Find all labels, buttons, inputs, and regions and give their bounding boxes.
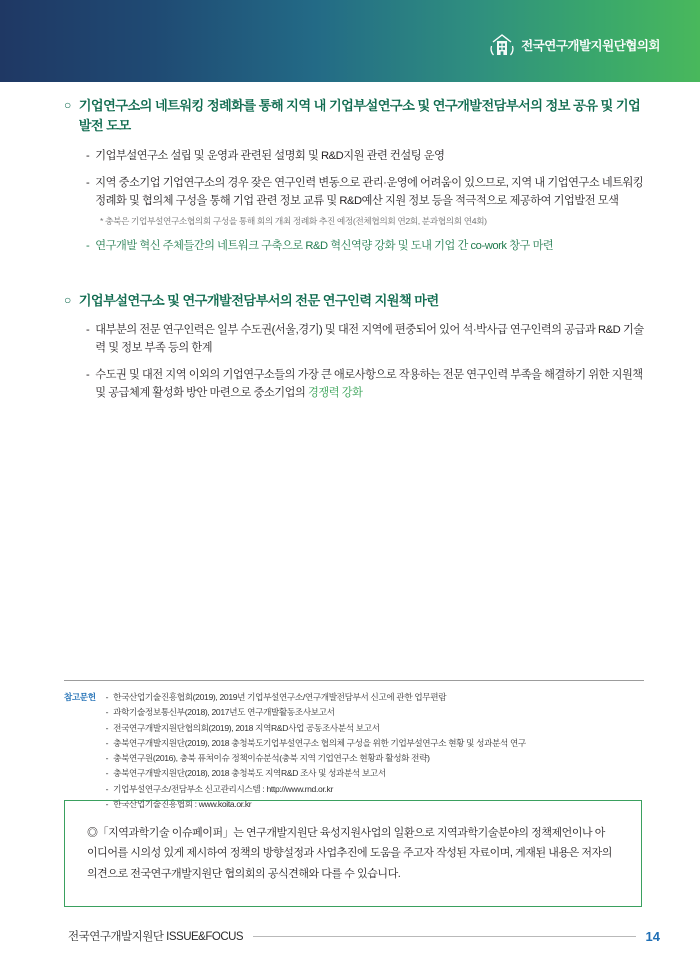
circle-bullet-icon: ○	[64, 98, 71, 112]
main-content	[64, 96, 644, 412]
list-item	[106, 736, 644, 751]
list-item-text-highlight: 경쟁력 강화	[308, 387, 363, 400]
section-2	[64, 291, 644, 403]
reference-text: 과학기술정보통신부(2018), 2017년도 연구개발활동조사보고서	[113, 707, 335, 718]
section-2-heading	[64, 291, 644, 311]
reference-text: 충북연구개발지원단(2018), 2018 충청북도 지역R&D 조사 및 성과분석 보고서	[113, 768, 386, 779]
dash-marker: -	[86, 323, 90, 336]
reference-text: 전국연구개발지원단협의회(2019), 2018 지역R&D사업 공동조사분석 보고서	[113, 722, 380, 733]
dash-marker: -	[86, 177, 90, 190]
org-name: 전국연구개발지원단협의회	[521, 39, 660, 53]
dash-marker: -	[105, 768, 109, 779]
page-footer	[68, 928, 660, 944]
reference-text: 충북연구개발지원단(2019), 2018 충청북도기업부설연구소 협의체 구성을 위한 기업부설연구소 현황 및 성과분석 연구	[113, 737, 526, 748]
dash-marker: -	[86, 369, 90, 382]
footer-title: 전국연구개발지원단 ISSUE&FOCUS	[68, 931, 244, 943]
section-spacer	[64, 265, 644, 291]
list-item	[86, 237, 644, 255]
disclaimer-box	[64, 800, 642, 907]
list-item	[106, 766, 644, 781]
list-item-text	[95, 366, 644, 402]
references-list	[106, 690, 644, 812]
list-item	[86, 147, 644, 165]
disclaimer-text: ◎「지역과학기술 이슈페이퍼」는 연구개발지원단 육성지원사업의 일환으로 지역과학기술분야의 정책제언이나 아이디어를 시의성 있게 제시하여 정책의 방향설정과 사업추진에 도움을 주고자 작성된 자료이며, 게재된 내용은 저자의 의견으로 전국연구개발지원단 협의회의 공식견해와 다를 수 있습니다.	[87, 827, 612, 880]
header-band	[0, 0, 700, 82]
dash-marker: -	[105, 753, 109, 764]
references-divider	[64, 680, 644, 681]
list-item	[106, 751, 644, 766]
list-item-text-plain: 수도권 및 대전 지역 이외의 기업연구소들의 가장 큰 애로사항으로 작용하는 전문 연구인력 부족을 해결하기 위한 지원책 및 공급체계 활성화 방안 마련으로 중소기업의	[95, 369, 643, 400]
list-item-text: 대부분의 전문 연구인력은 일부 수도권(서울,경기) 및 대전 지역에 편중되어 있어 석·박사급 연구인력의 공급과 R&D 기술력 및 정보 부족 등의 한계	[95, 323, 644, 355]
section-1-items	[86, 147, 644, 256]
dash-marker: -	[105, 783, 109, 794]
section-1	[64, 96, 644, 256]
section-2-items	[86, 321, 644, 403]
list-item-text: 기업부설연구소 설립 및 운영과 관련된 설명회 및 R&D지원 관련 컨설팅 운영	[95, 149, 445, 162]
section-1-title: 기업연구소의 네트워킹 정례화를 통해 지역 내 기업부설연구소 및 연구개발전담부서의 정보 공유 및 기업발전 도모	[78, 98, 641, 134]
list-item	[106, 721, 644, 736]
list-item-text: 연구개발 혁신 주체들간의 네트워크 구축으로 R&D 혁신역량 강화 및 도내 기업 간 co-work 창구 마련	[95, 240, 554, 253]
reference-text: 한국산업기술진흥협회 : www.koita.or.kr	[113, 799, 252, 810]
section-2-title: 기업부설연구소 및 연구개발전담부서의 전문 연구인력 지원책 마련	[78, 292, 439, 308]
list-item	[86, 174, 644, 210]
reference-text: 충북연구원(2016), 충북 퓨쳐이슈 정책이슈분석(충북 지역 기업연구소 현황과 활성화 전략)	[113, 753, 430, 764]
dash-marker: -	[86, 149, 90, 162]
footer-divider	[253, 936, 635, 937]
list-item-text: 지역 중소기업 기업연구소의 경우 잦은 연구인력 변동으로 관리·운영에 어려움이 있으므로, 지역 내 기업연구소 네트워킹 정례화 및 협의체 구성을 통해 기업 관련 정보 교류 및 R&D예산 지원 정보 등을 적극적으로 제공하여 기업발전 모색	[95, 177, 644, 208]
circle-bullet-icon: ○	[64, 292, 71, 307]
dash-marker: -	[105, 722, 109, 733]
list-item-note: * 충북은 기업부설연구소협의회 구성을 통해 회의 개최 정례화 추진 예정(전체협의회 연2회, 분과협의회 연4회)	[100, 216, 487, 227]
dash-marker: -	[86, 240, 90, 253]
list-item	[106, 782, 644, 797]
dash-marker: -	[105, 692, 109, 702]
reference-text: 한국산업기술진흥협회(2019), 2019년 기업부설연구소/연구개발전담부서 신고에 관한 업무편람	[113, 692, 447, 702]
section-1-heading	[64, 96, 644, 137]
reference-text: 기업부설연구소/전담부소 신고관리시스템 : http://www.rnd.or.kr	[113, 783, 333, 794]
references-body	[64, 690, 644, 812]
header-logo	[489, 30, 660, 60]
dash-marker: -	[105, 737, 109, 748]
references-label: 참고문헌	[64, 692, 96, 702]
dash-marker: -	[105, 799, 109, 810]
references-block	[64, 680, 644, 812]
list-item	[106, 690, 644, 705]
list-item	[86, 321, 644, 357]
list-item	[106, 705, 644, 720]
list-item	[86, 366, 644, 402]
dash-marker: -	[105, 707, 109, 718]
building-logo-icon	[489, 30, 515, 60]
page-number: 14	[645, 928, 660, 944]
